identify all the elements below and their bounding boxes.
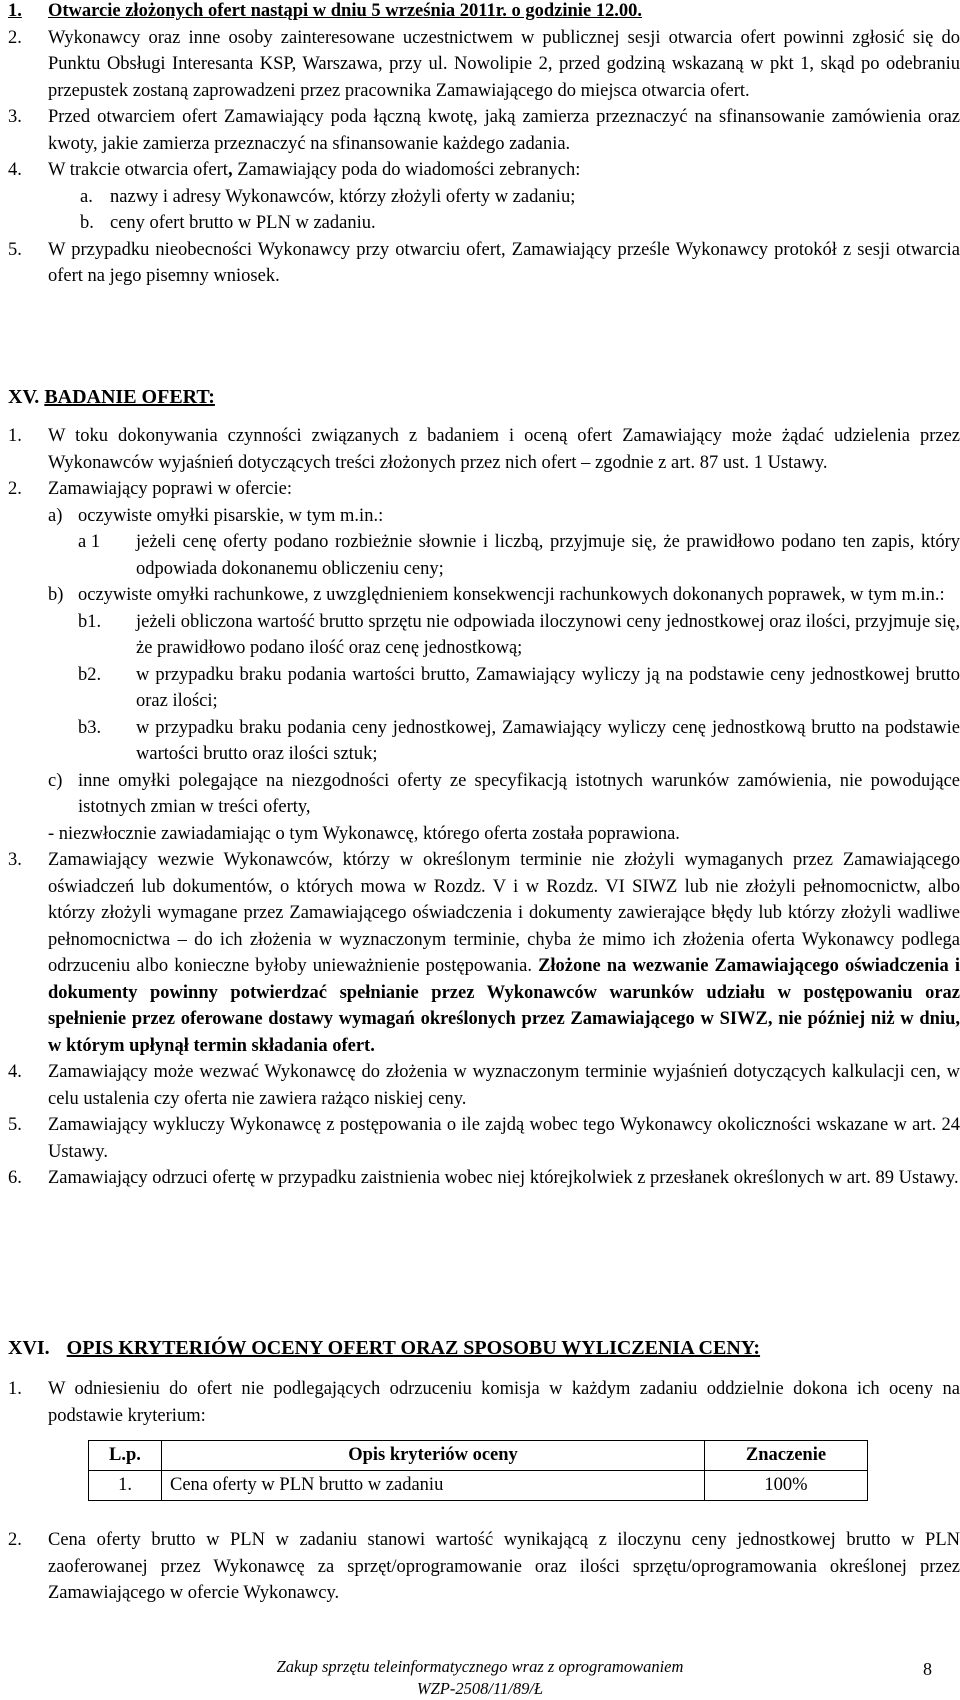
- item-number: 1.: [8, 1379, 22, 1399]
- list-item: [8, 104, 960, 157]
- item-text-bold: Złożone na wezwanie Zamawiającego oświadczenia i dokumenty powinny potwierdzać spełnianie przez Wykonawców warunków udziału w postępowaniu oraz spełnienie przez oferowane dostawy wymagań określonych przez Zamawiającego w SIWZ, nie później niż w dniu, w którym upłynął termin składania ofert.: [48, 956, 960, 1056]
- item-number: 4.: [8, 1062, 22, 1082]
- item-number: b3.: [78, 717, 102, 738]
- item-number: 1.: [8, 1, 22, 21]
- item-text: jeżeli obliczona wartość brutto sprzętu nie odpowiada iloczynowi ceny jednostkowej oraz ilości, przyjmuje się, że prawidłowo podano ilość oraz cenę jednostkową;: [136, 611, 960, 658]
- item-text: Wykonawcy oraz inne osoby zainteresowane uczestnictwem w publicznej sesji otwarcia ofert powinni zgłosić się do Punktu Obsługi Interesanta KSP, Warszawa, przy ul. Nowolipie 2, przed godziną wskazaną w pkt 1, skąd po odebraniu przepustek zostaną zaprowadzeni przez pracownika Zamawiającego do miejsca otwarcia ofert.: [48, 27, 960, 101]
- item-text: w przypadku braku podania wartości brutto, Zamawiający wyliczy ją na podstawie ceny jednostkowej brutto oraz ilości;: [136, 664, 960, 711]
- table-header: Opis kryteriów oceny: [162, 1441, 705, 1471]
- item-text: Otwarcie złożonych ofert nastąpi w dniu 5 września 2011r. o godzinie 12.00.: [48, 1, 643, 21]
- item-text: oczywiste omyłki rachunkowe, z uwzględnieniem konsekwencji rachunkowych dokonanych poprawek, w tym m.in.:: [78, 585, 945, 605]
- item-number: 3.: [8, 850, 22, 870]
- item-text: w przypadku braku podania ceny jednostkowej, Zamawiający wyliczy cenę jednostkową brutto na podstawie wartości brutto oraz ilości sztuk;: [136, 717, 960, 764]
- item-text: Przed otwarciem ofert Zamawiający poda łączną kwotę, jaką zamierza przeznaczyć na sfinansowanie zamówienia oraz kwoty, jakie zamierza przeznaczyć na sfinansowanie każdego zadania.: [48, 107, 960, 154]
- footer-reference: WZP-2508/11/89/Ł: [416, 1679, 544, 1698]
- item-number: a): [48, 505, 63, 526]
- list-item: [8, 847, 960, 1059]
- item-number: 5.: [8, 239, 22, 260]
- list-item: [8, 1059, 960, 1112]
- section-number: XV.: [8, 386, 40, 408]
- sub-item: [48, 582, 960, 609]
- section-xvi-list: [8, 1376, 960, 1429]
- criteria-table: [88, 1440, 868, 1501]
- item-number: b): [48, 585, 64, 605]
- item-text: Zamawiający wezwie Wykonawców, którzy w określonym terminie nie złożyli wymaganych przez Zamawiającego oświadczeń lub dokumentów, o których mowa w Rozdz. V i w Rozdz. VI SIWZ lub nie złożyli pełnomocnictw, albo którzy złożyli wymagane przez Zamawiającego oświadczenia i dokumenty zawierające błędy lub którzy złożyli wadliwe pełnomocnictwa – do ich złożenia w wyznaczonym terminie, chyba że mimo ich złożenia oferta Wykonawcy podlega odrzuceniu albo konieczne byłoby unieważnienie postępowania.: [48, 850, 960, 976]
- sub-sub-item: [48, 529, 960, 582]
- section-title: BADANIE OFERT:: [44, 386, 215, 408]
- section-xvi-list-cont: [8, 1527, 960, 1607]
- table-row: [89, 1471, 868, 1501]
- list-item: [8, 423, 960, 476]
- list-item: [8, 1527, 960, 1607]
- item-number: b2.: [78, 664, 102, 685]
- table-cell: Cena oferty w PLN brutto w zadaniu: [162, 1471, 705, 1501]
- list-item: [8, 0, 960, 25]
- list-item: [8, 237, 960, 290]
- item-text: Zamawiający może wezwać Wykonawcę do złożenia w wyznaczonym terminie wyjaśnień dotyczących kalkulacji cen, w celu ustalenia czy oferta nie zawiera rażąco niskiej ceny.: [48, 1062, 960, 1109]
- sub-item: [48, 503, 960, 530]
- table-cell: 100%: [705, 1471, 868, 1501]
- sub-item: [48, 768, 960, 821]
- item-number: a.: [80, 186, 93, 207]
- item-text: Zamawiający poda do wiadomości zebranych:: [237, 160, 581, 180]
- item-number: 2.: [8, 1530, 22, 1550]
- item-text: oczywiste omyłki pisarskie, w tym m.in.:: [78, 505, 384, 526]
- section-heading-xv: [8, 384, 215, 411]
- sub-item: [80, 210, 960, 237]
- item-number: 4.: [8, 160, 22, 180]
- item-number: b1.: [78, 611, 102, 632]
- sub-sub-item: [48, 662, 960, 715]
- table-header-row: [89, 1441, 868, 1471]
- sub-item: [80, 184, 960, 211]
- section-title: OPIS KRYTERIÓW OCENY OFERT ORAZ SPOSOBU WYLICZENIA CENY:: [66, 1337, 761, 1359]
- item-number: 5.: [8, 1115, 22, 1135]
- item-text: W toku dokonywania czynności związanych z badaniem i oceną ofert Zamawiający może żądać udzielenia przez Wykonawców wyjaśnień dotyczących treści złożonych przez nich ofert – zgodnie z art. 87 ust. 1 Ustawy.: [48, 426, 960, 473]
- item-number: c): [48, 770, 63, 791]
- item-text: Zamawiający wykluczy Wykonawcę z postępowania o ile zajdą wobec tego Wykonawcy okoliczności wskazane w art. 24 Ustawy.: [48, 1115, 960, 1162]
- item-text: nazwy i adresy Wykonawców, którzy złożyli oferty w zadaniu;: [110, 186, 576, 207]
- item-number: 3.: [8, 107, 22, 127]
- correction-note: [8, 821, 960, 848]
- item-number: 2.: [8, 27, 22, 48]
- list-item: [8, 1165, 960, 1192]
- item-number: 1.: [8, 426, 22, 446]
- opening-list: [8, 0, 960, 290]
- item-text: W trakcie otwarcia ofert: [48, 160, 228, 180]
- item-number: 6.: [8, 1168, 22, 1188]
- item-number: b.: [80, 213, 94, 233]
- item-text: W odniesieniu do ofert nie podlegających odrzuceniu komisja w każdym zadaniu oddzielnie dokona ich oceny na podstawie kryterium:: [48, 1379, 960, 1426]
- table-cell: 1.: [89, 1471, 162, 1501]
- list-item: [8, 1376, 960, 1429]
- page-number: 8: [923, 1659, 932, 1679]
- item-text: ceny ofert brutto w PLN w zadaniu.: [110, 213, 376, 233]
- item-text: W przypadku nieobecności Wykonawcy przy otwarciu ofert, Zamawiający prześle Wykonawcy protokół z sesji otwarcia ofert na jego pisemny wniosek.: [48, 239, 960, 286]
- sub-sub-item: [48, 609, 960, 662]
- list-item: [8, 1112, 960, 1165]
- list-item: [8, 476, 960, 503]
- item-text: Cena oferty brutto w PLN w zadaniu stanowi wartość wynikającą z iloczynu ceny jednostkowej brutto w PLN zaoferowanej przez Wykonawcę za sprzęt/oprogramowanie oraz ilości sprzętu/oprogramowania określonej przez Zamawiającego w ofercie Wykonawcy.: [48, 1530, 960, 1603]
- list-item: [8, 25, 960, 105]
- table-header: Znaczenie: [705, 1441, 868, 1471]
- item-number: a 1: [78, 532, 101, 552]
- sub-sub-item: [48, 715, 960, 768]
- item-text: jeżeli cenę oferty podano rozbieżnie słownie i liczbą, przyjmuje się, że prawidłowo podano ten zapis, który odpowiada dokonanemu obliczeniu ceny;: [136, 532, 960, 579]
- item-number: 2.: [8, 479, 22, 499]
- section-heading-xvi: [8, 1335, 760, 1362]
- item-text: inne omyłki polegające na niezgodności oferty ze specyfikacją istotnych warunków zamówienia, nie powodujące istotnych zmian w treści oferty,: [78, 770, 960, 817]
- section-xv-list: [8, 423, 960, 1192]
- list-item: [8, 157, 960, 184]
- section-number: XVI.: [8, 1337, 50, 1359]
- table-header: L.p.: [89, 1441, 162, 1471]
- page-footer: [0, 1656, 960, 1700]
- item-text: ,: [227, 160, 238, 180]
- item-text: Zamawiający poprawi w ofercie:: [48, 479, 292, 499]
- footer-title: Zakup sprzętu teleinformatycznego wraz z oprogramowaniem: [276, 1657, 684, 1676]
- item-text: - niezwłocznie zawiadamiając o tym Wykonawcę, którego oferta została poprawiona.: [48, 823, 680, 844]
- item-text: Zamawiający odrzuci ofertę w przypadku zaistnienia wobec niej którejkolwiek z przesłanek określonych w art. 89 Ustawy.: [48, 1168, 959, 1188]
